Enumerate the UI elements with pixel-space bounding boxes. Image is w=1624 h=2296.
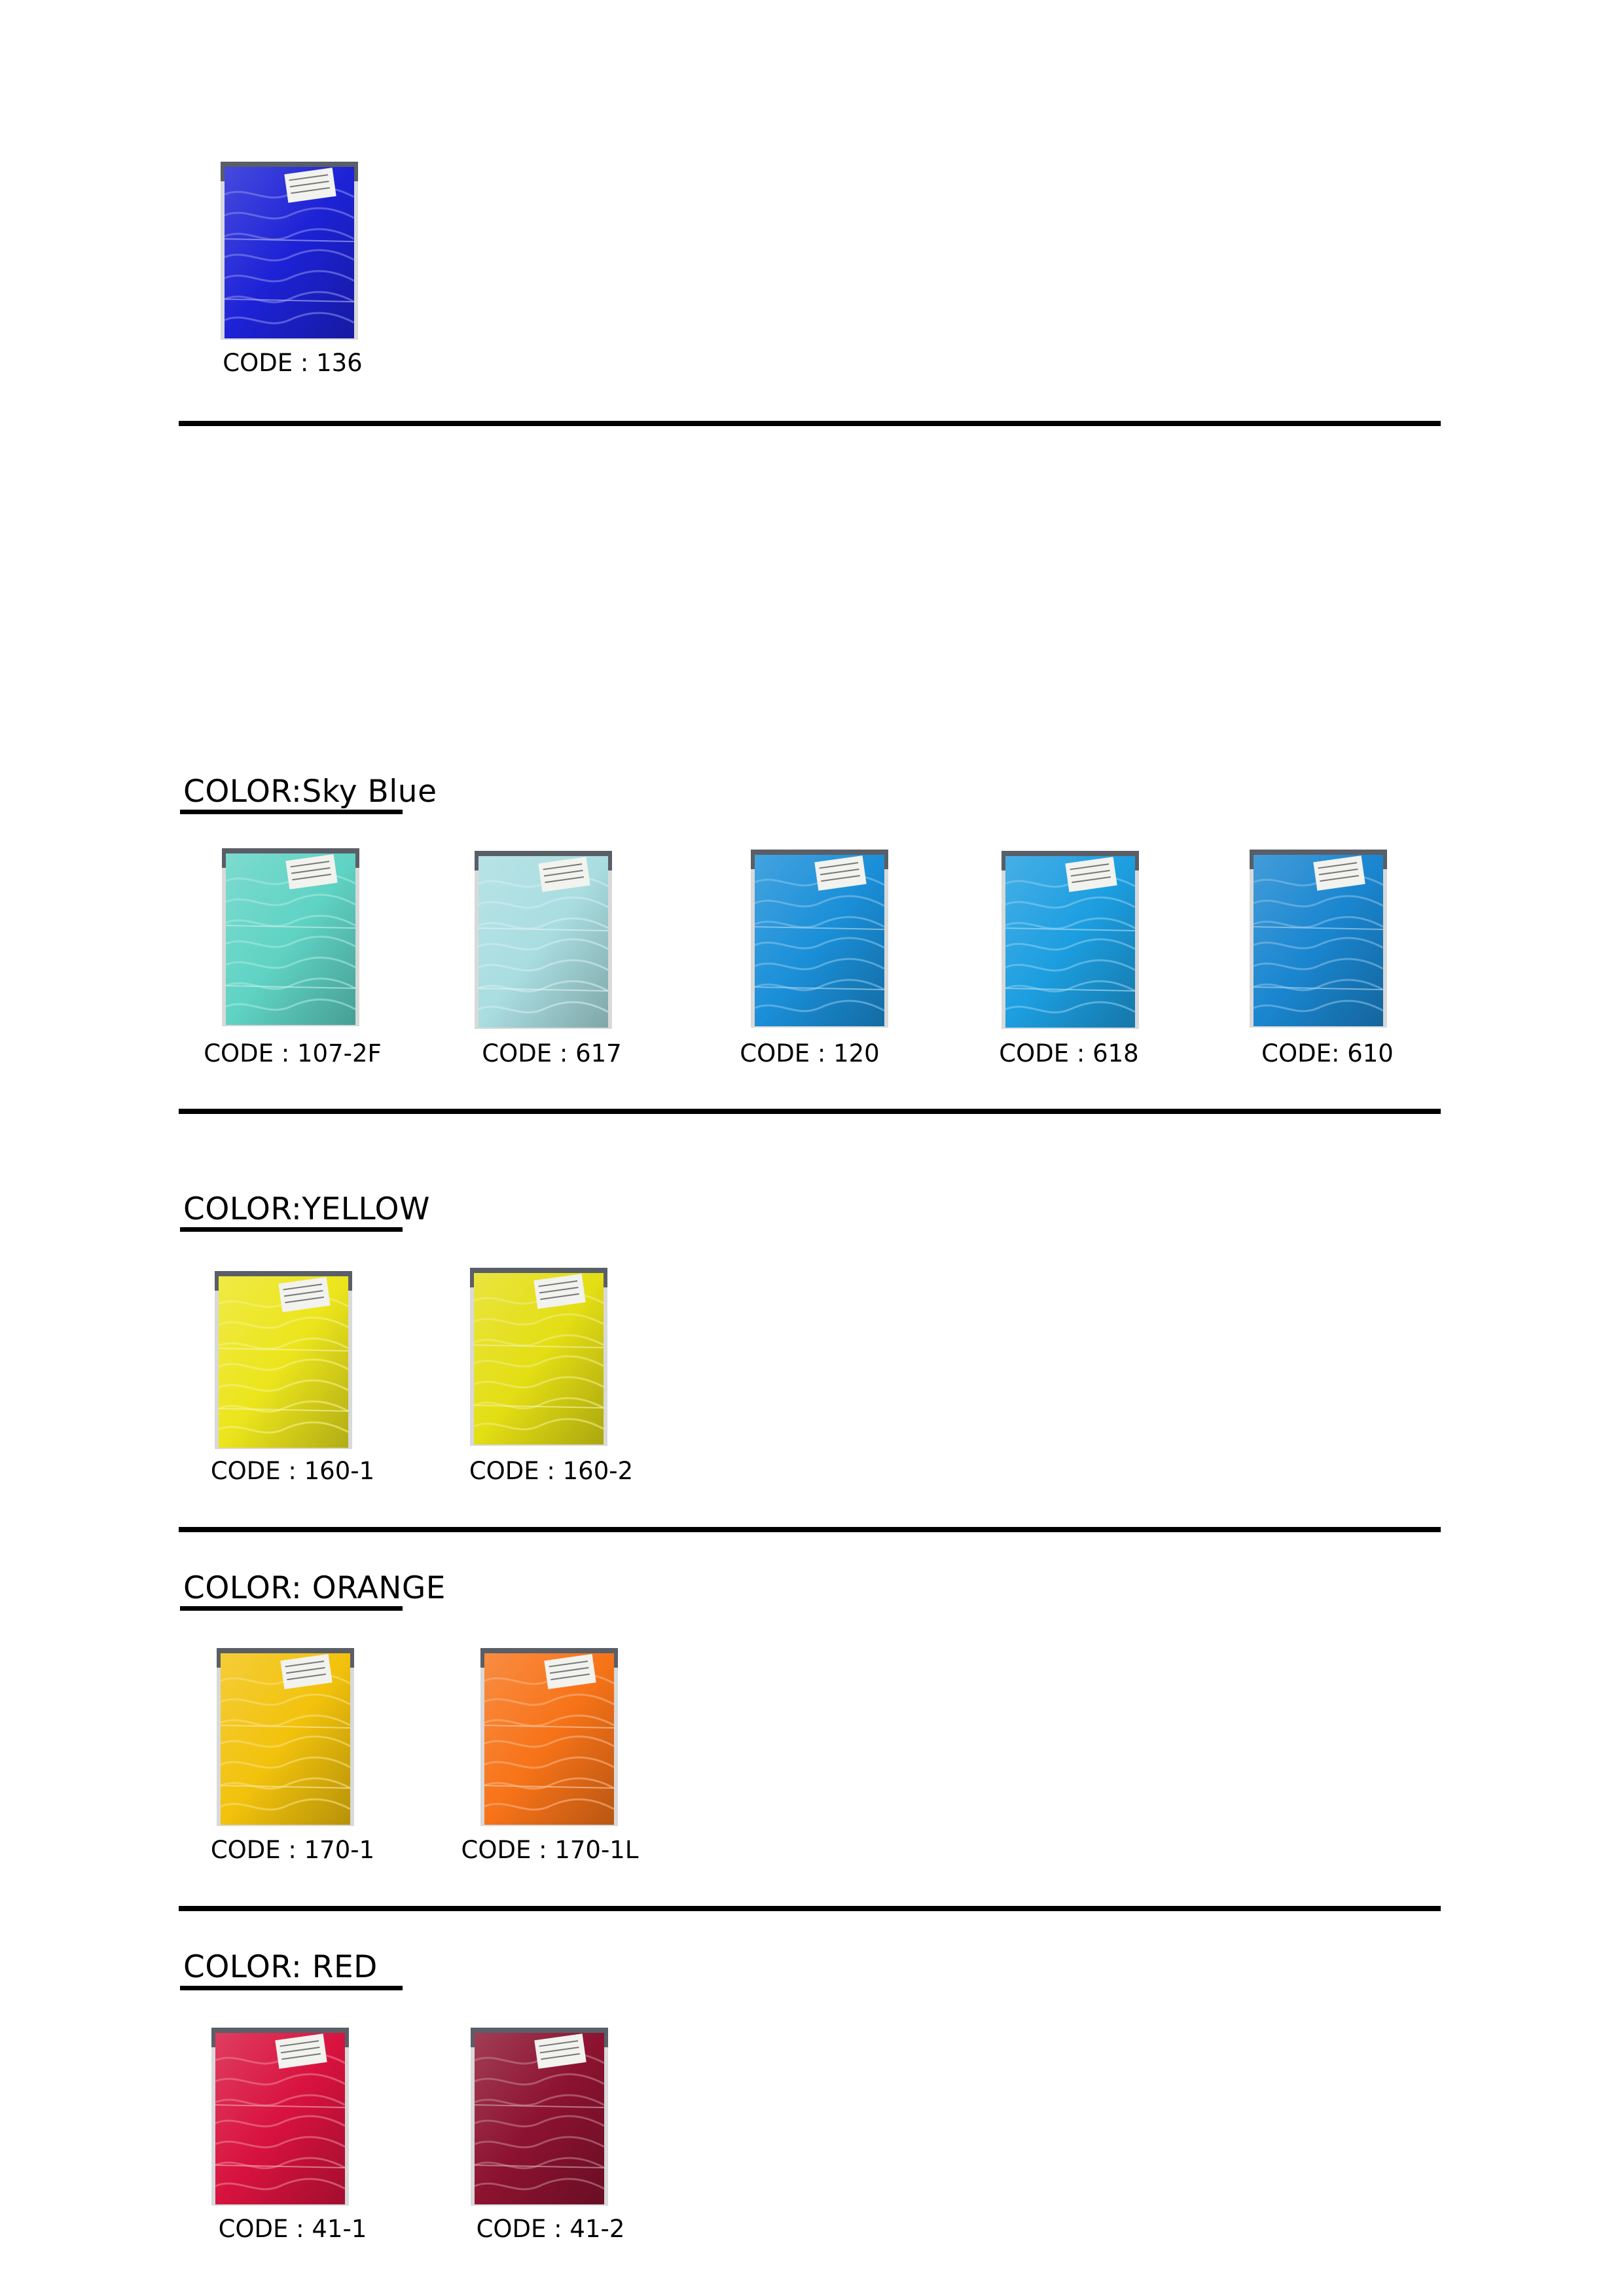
swatch-code-label: CODE : 170-1L [461,1836,639,1864]
swatch-code-label: CODE : 617 [482,1039,622,1067]
section-divider [179,1109,1441,1114]
glass-swatch-image [1250,850,1387,1028]
glass-swatch-image [221,162,358,340]
glass-swatch-image [751,850,888,1028]
swatch-code-label: CODE : 160-1 [210,1457,375,1485]
glass-swatch-image [217,1648,354,1826]
section-divider [179,1906,1441,1911]
swatch-code-label: CODE: 610 [1261,1039,1394,1067]
swatch-code-label: CODE : 120 [740,1039,880,1067]
glass-swatch-image [1001,851,1139,1029]
heading-underline [180,810,403,814]
swatch-code-label: CODE : 107-2F [204,1039,382,1067]
swatch-code-label: CODE : 160-2 [469,1457,634,1485]
swatch-code-label: CODE : 41-2 [476,2215,625,2243]
section-heading-red: COLOR: RED [183,1949,378,1985]
glass-swatch-image [470,1268,607,1446]
section-heading-sky-blue: COLOR:Sky Blue [183,774,437,810]
swatch-code-label: CODE : 136 [223,349,363,377]
swatch-code-label: CODE : 41-1 [218,2215,367,2243]
glass-swatch-image [215,1271,352,1449]
section-heading-yellow: COLOR:YELLOW [183,1191,430,1227]
glass-swatch-image [480,1648,618,1826]
glass-swatch-image [475,851,612,1029]
swatch-code-label: CODE : 170-1 [210,1836,375,1864]
section-divider [179,1527,1441,1532]
glass-swatch-image [211,2028,349,2206]
swatch-code-label: CODE : 618 [999,1039,1139,1067]
section-heading-orange: COLOR: ORANGE [183,1570,446,1606]
glass-swatch-image [471,2028,608,2206]
heading-underline [180,1606,403,1611]
glass-swatch-image [222,848,359,1026]
heading-underline [180,1986,403,1990]
section-divider [179,421,1441,426]
heading-underline [180,1227,403,1232]
